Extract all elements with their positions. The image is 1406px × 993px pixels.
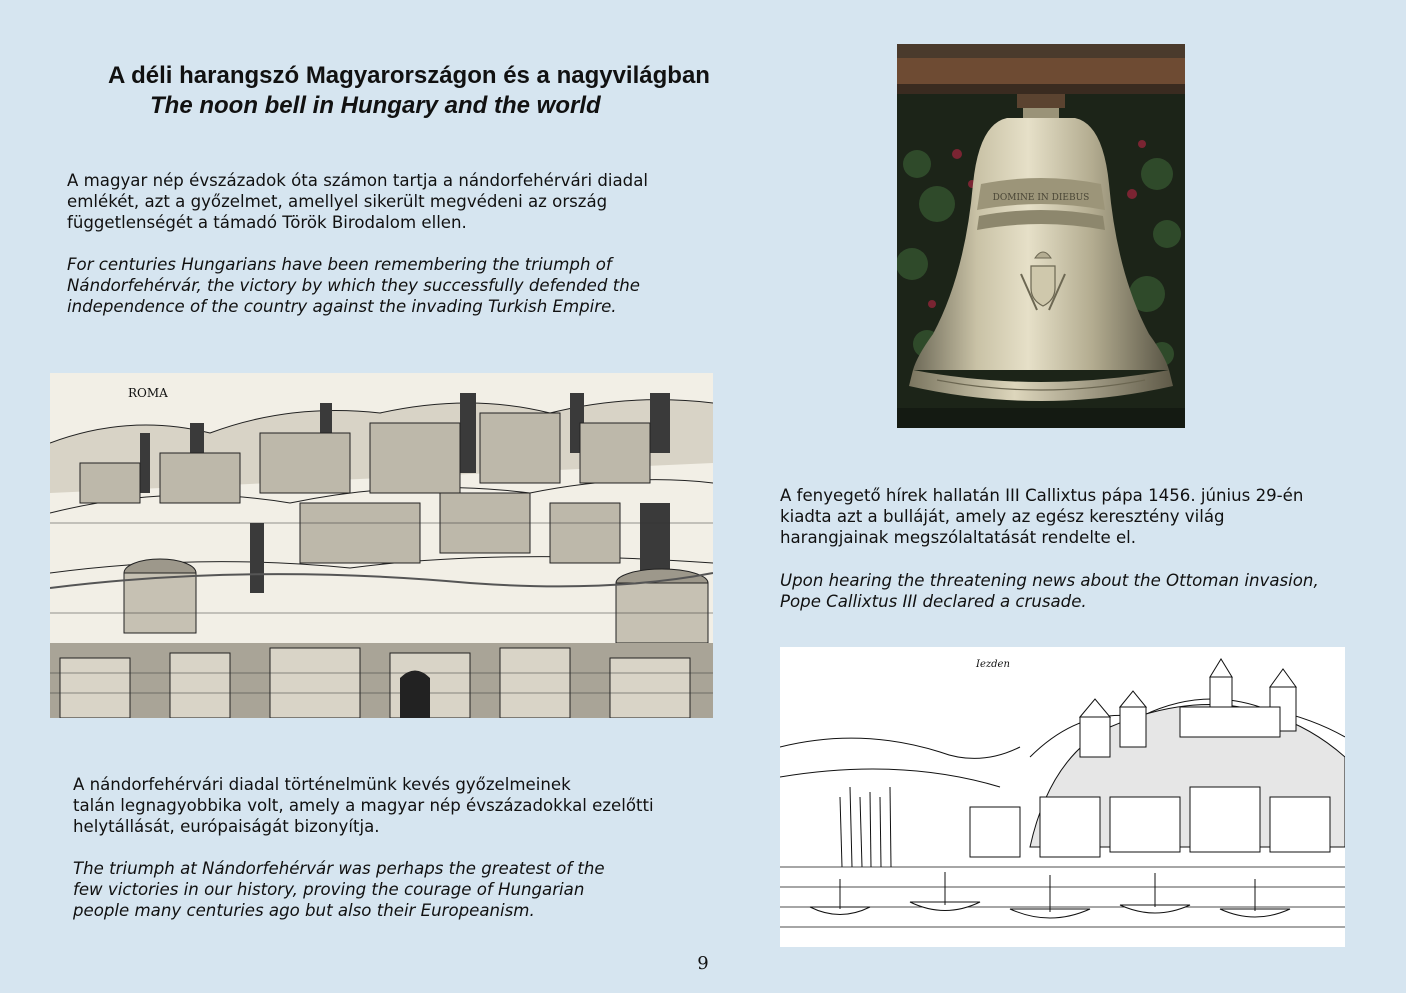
rome-woodcut [50,373,713,718]
title-english: The noon bell in Hungary and the world [150,92,601,119]
triumph-hungarian: A nándorfehérvári diadal történelmünk kevés győzelmeinek talán legnagyobbika volt, amely a magyar nép évszázadokkal ezelőtti helytállását, európaiságát bizonyítja. [73,775,654,836]
bell-inscription: DOMINE IN DIEBUS [992,193,1090,203]
page-number: 9 [697,953,709,974]
intro-english: For centuries Hungarians have been remembering the triumph of Nándorfehérvár, the victory by which they successfully defended the independence of the country against the invading Turkish Empire. [67,255,640,316]
triumph-english: The triumph at Nándorfehérvár was perhaps the greatest of the few victories in our history, proving the courage of Hungarian people many centuries ago but also their Europeanism. [73,859,605,920]
city-label: Iezden [976,659,1010,670]
rome-label: ROMA [128,386,168,400]
intro-hungarian: A magyar nép évszázadok óta számon tartja a nándorfehérvári diadal emlékét, azt a győzelmet, amellyel sikerült megvédeni az ország függetlenségét a támadó Török Birodalom ellen. [67,171,648,232]
bull-english: Upon hearing the threatening news about the Ottoman invasion, Pope Callixtus III declared a crusade. [780,571,1319,611]
title-hungarian: A déli harangszó Magyarországon és a nagyvilágban [108,62,710,89]
bell-photo [897,44,1185,428]
city-woodcut [780,647,1345,947]
bull-hungarian: A fenyegető hírek hallatán III Callixtus pápa 1456. június 29-én kiadta azt a bulláját, amely az egész keresztény világ harangjainak megszólaltatását rendelte el. [780,486,1304,547]
